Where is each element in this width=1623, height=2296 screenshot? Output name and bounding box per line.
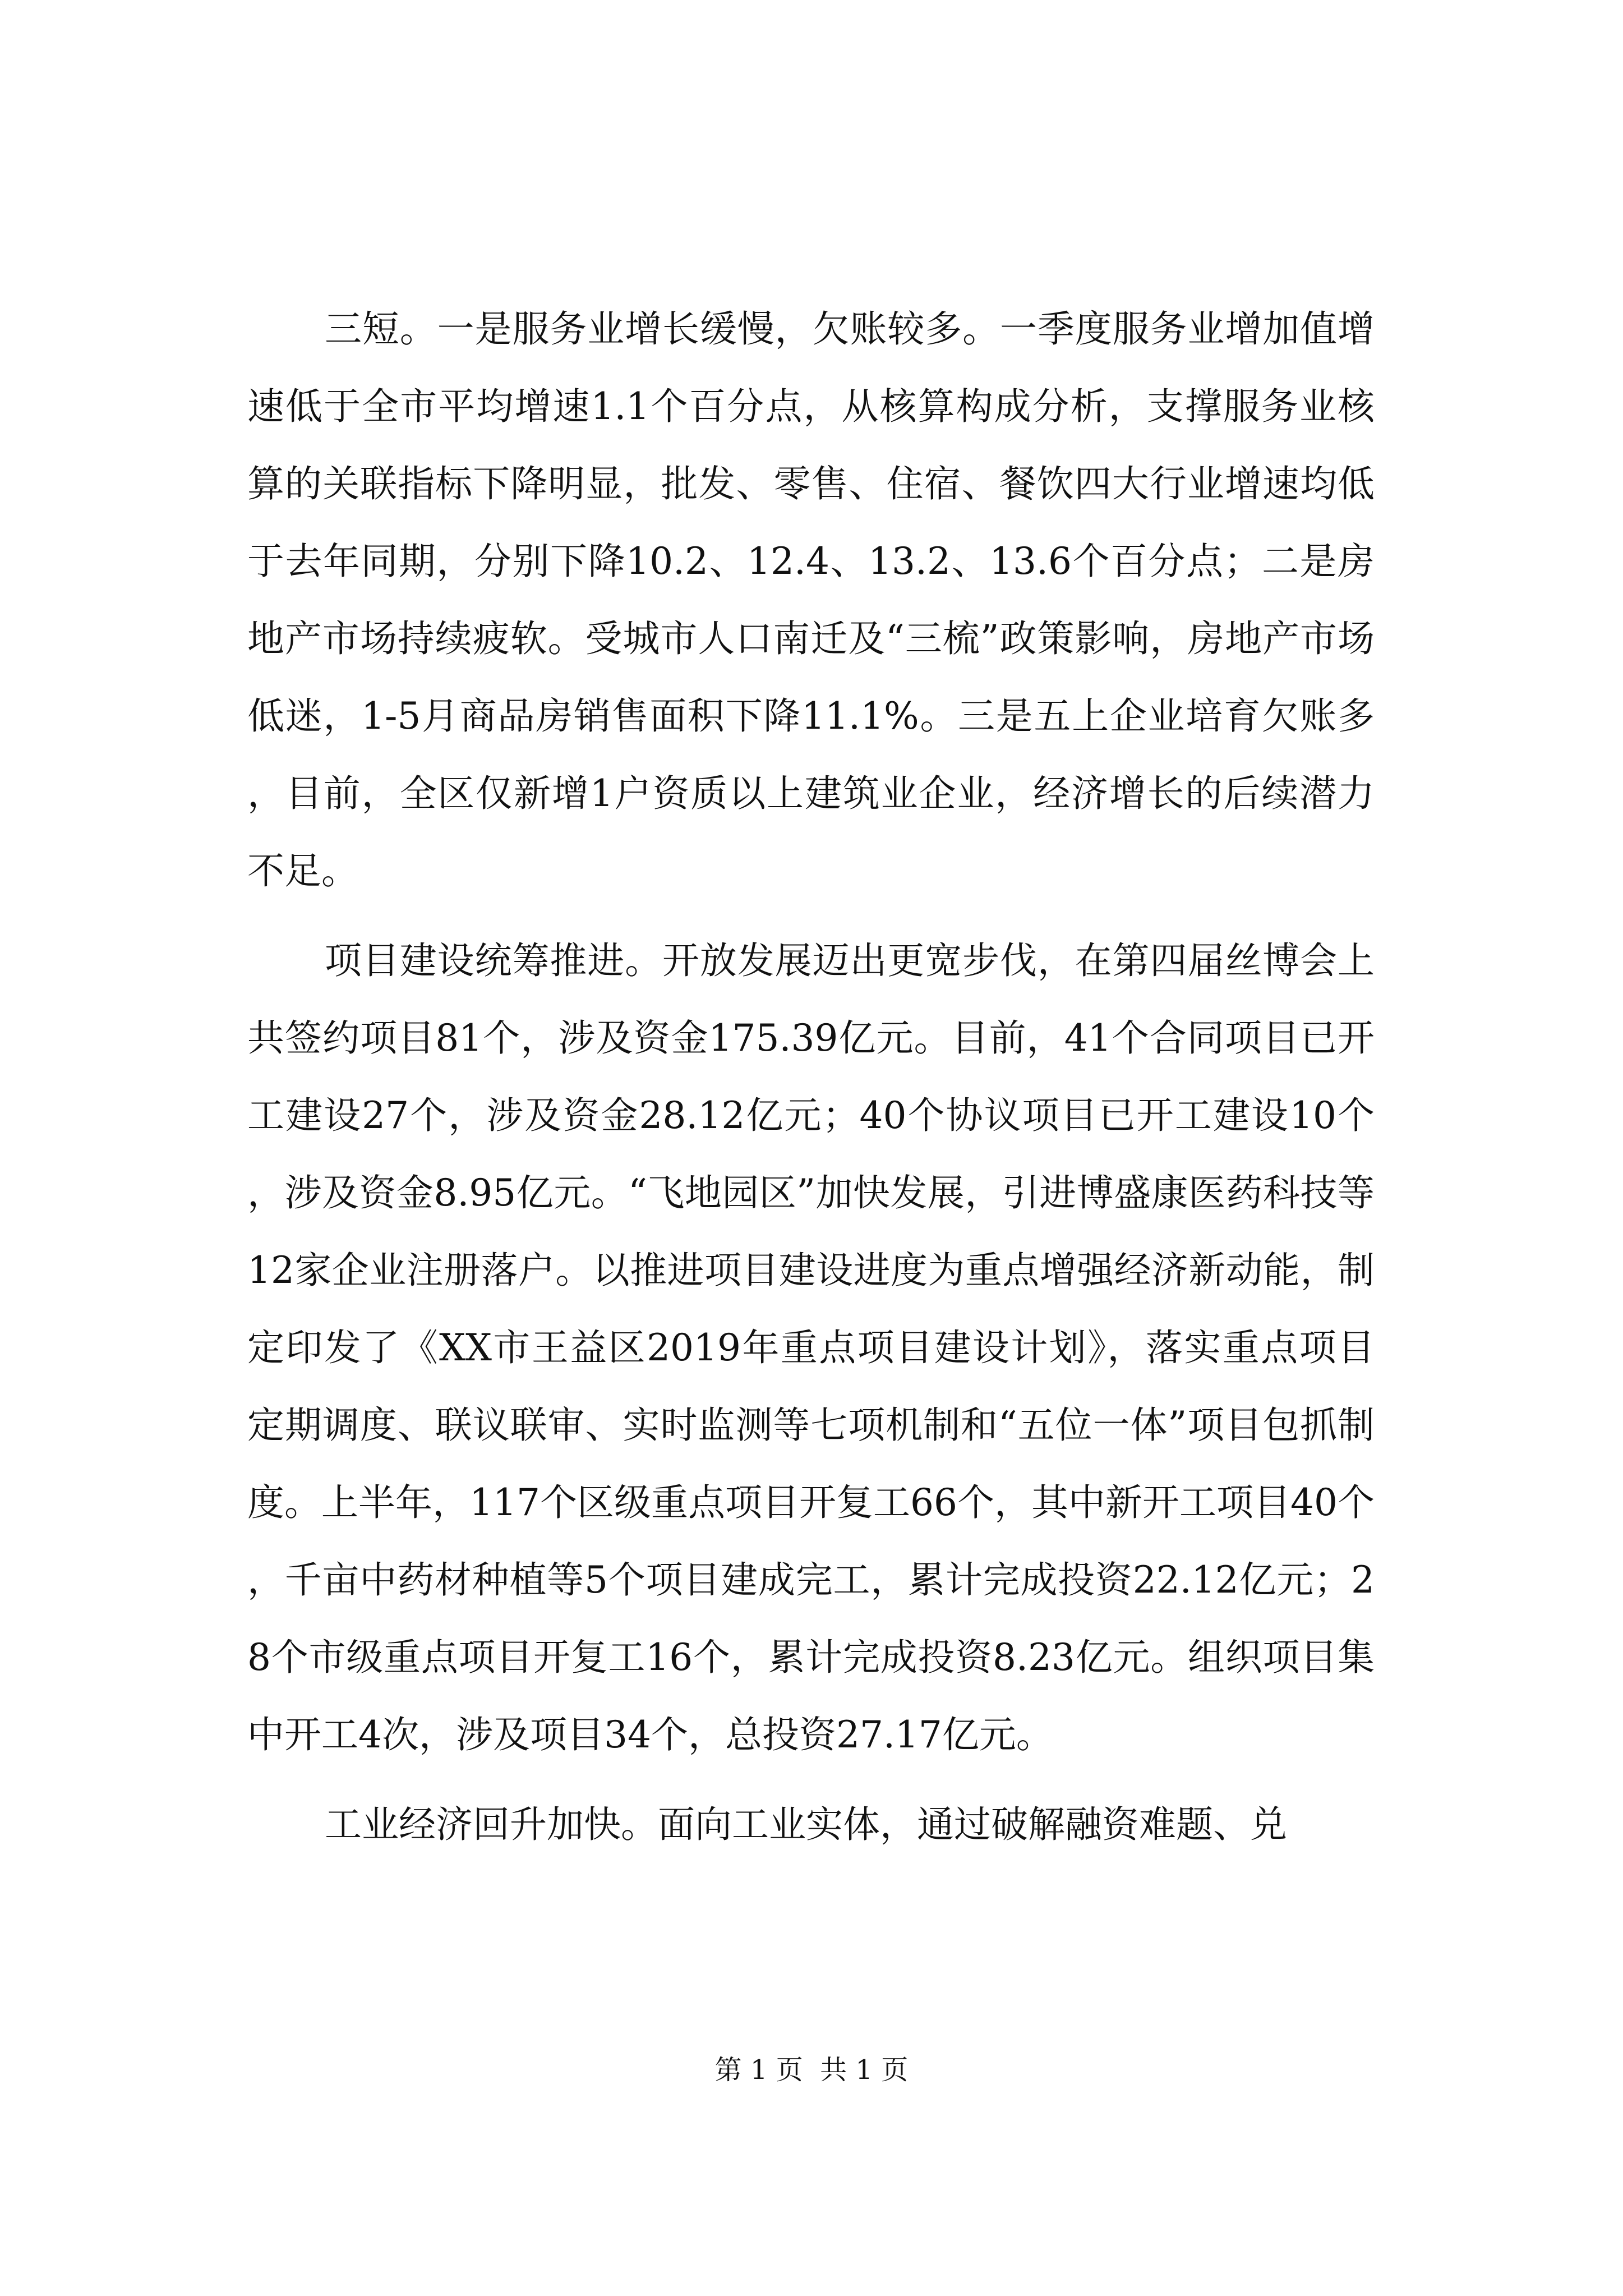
document-body <box>247 291 1375 1864</box>
page-number-footer: 第 1 页 共 1 页 <box>714 2054 909 2086</box>
paragraph-project-construction: 项目建设统筹推进。开放发展迈出更宽步伐，在第四届丝博会上共签约项目81个，涉及资金175.39亿元。目前，41个合同项目已开工建设27个，涉及资金28.12亿元；40个协议项目已开工建设10个，涉及资金8.95亿元。“飞地园区”加快发展，引进博盛康医药科技等12家企业注册落户。以推进项目建设进度为重点增强经济新动能，制定印发了《XX市王益区2019年重点项目建设计划》，落实重点项目定期调度、联议联审、实时监测等七项机制和“五位一体”项目包抓制度。上半年，117个区级重点项目开复工66个，其中新开工项目40个，千亩中药材种植等5个项目建成完工，累计完成投资22.12亿元；28个市级重点项目开复工16个，累计完成投资8.23亿元。组织项目集中开工4次，涉及项目34个，总投资27.17亿元。 <box>247 939 1375 1756</box>
paragraph-industrial-economy: 工业经济回升加快。面向工业实体，通过破解融资难题、兑 <box>325 1803 1287 1846</box>
paragraph-services-housing: 三短。一是服务业增长缓慢，欠账较多。一季度服务业增加值增速低于全市平均增速1.1个百分点，从核算构成分析，支撑服务业核算的关联指标下降明显，批发、零售、住宿、餐饮四大行业增速均低于去年同期，分别下降10.2、12.4、13.2、13.6个百分点；二是房地产市场持续疲软。受城市人口南迁及“三梳”政策影响，房地产市场低迷，1-5月商品房销售面积下降11.1%。三是五上企业培育欠账多，目前，全区仅新增1户资质以上建筑业企业，经济增长的后续潜力不足。 <box>247 307 1375 892</box>
